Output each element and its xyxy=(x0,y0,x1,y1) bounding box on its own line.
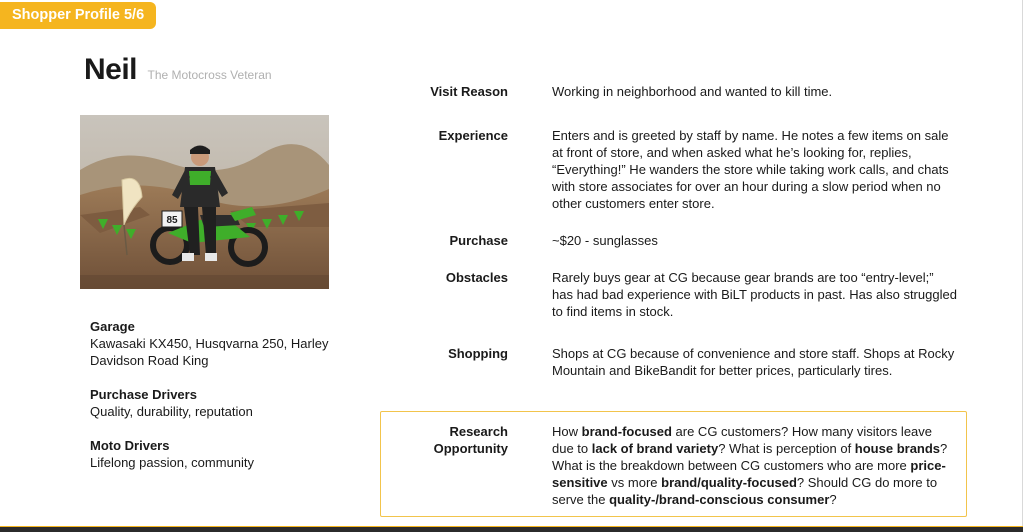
profile-subtitle: The Motocross Veteran xyxy=(147,68,272,82)
research-text xyxy=(552,423,957,508)
fact-purchase-drivers xyxy=(90,386,350,420)
research-segment-bold: price-sensitive xyxy=(552,458,946,490)
bottom-bar xyxy=(0,527,1023,532)
row-text: Shops at CG because of convenience and store staff. Shops at Rocky Mountain and BikeBandit for better prices, particularly tires. xyxy=(552,346,955,378)
profile-header xyxy=(84,53,272,87)
research-label-line2: Opportunity xyxy=(433,441,508,456)
research-segment: How xyxy=(552,424,582,439)
row-label: Shopping xyxy=(448,346,508,361)
research-segment-bold: brand/quality-focused xyxy=(661,475,797,490)
fact-label: Garage xyxy=(90,319,135,334)
research-segment-bold: quality-/brand-conscious consumer xyxy=(609,492,830,507)
row-label: Visit Reason xyxy=(430,84,508,99)
row-text: Rarely buys gear at CG because gear brands are too “entry-level;” has had bad experience with BiLT products in past. Has also struggled to find items in stock. xyxy=(552,270,957,319)
row-label: Obstacles xyxy=(445,270,508,285)
row-label xyxy=(380,423,508,457)
fact-label: Moto Drivers xyxy=(90,438,170,453)
motocross-rider-photo xyxy=(80,115,329,289)
fact-label: Purchase Drivers xyxy=(90,387,197,402)
row-text: Enters and is greeted by staff by name. He notes a few items on sale at front of store, and when asked what he’s looking for, replies, “Everything!” He wanders the store while taking work calls, and chats with store associates for over an hour during a slow period when no other customers enter store. xyxy=(552,128,949,211)
research-segment: ? What is the breakdown between CG customers who are more xyxy=(552,441,948,473)
left-facts xyxy=(90,318,350,488)
fact-value: Quality, durability, reputation xyxy=(90,404,253,419)
fact-garage xyxy=(90,318,350,369)
row-label: Experience xyxy=(438,128,508,143)
research-segment: ? What is perception of xyxy=(718,441,855,456)
row-label: Purchase xyxy=(449,233,508,248)
fact-moto-drivers xyxy=(90,437,350,471)
research-label-line1: Research xyxy=(449,424,508,439)
research-segment-bold: brand-focused xyxy=(581,424,672,439)
profile-name: Neil xyxy=(84,53,138,86)
fact-value: Kawasaki KX450, Husqvarna 250, Harley Davidson Road King xyxy=(90,336,329,368)
row-text: Working in neighborhood and wanted to kill time. xyxy=(552,84,833,99)
research-segment-bold: house brands xyxy=(854,441,941,456)
research-segment: ? xyxy=(829,492,837,507)
research-segment: are CG customers? How many visitors leave due to xyxy=(552,424,933,456)
fact-value: Lifelong passion, community xyxy=(90,455,255,470)
profile-tag: Shopper Profile 5/6 xyxy=(0,2,156,29)
research-segment: vs more xyxy=(607,475,662,490)
row-text: ~$20 - sunglasses xyxy=(552,233,658,248)
research-segment: ? Should CG do more to serve the xyxy=(552,475,938,507)
research-segment-bold: lack of brand variety xyxy=(591,441,719,456)
bike-number: 85 xyxy=(166,215,178,226)
